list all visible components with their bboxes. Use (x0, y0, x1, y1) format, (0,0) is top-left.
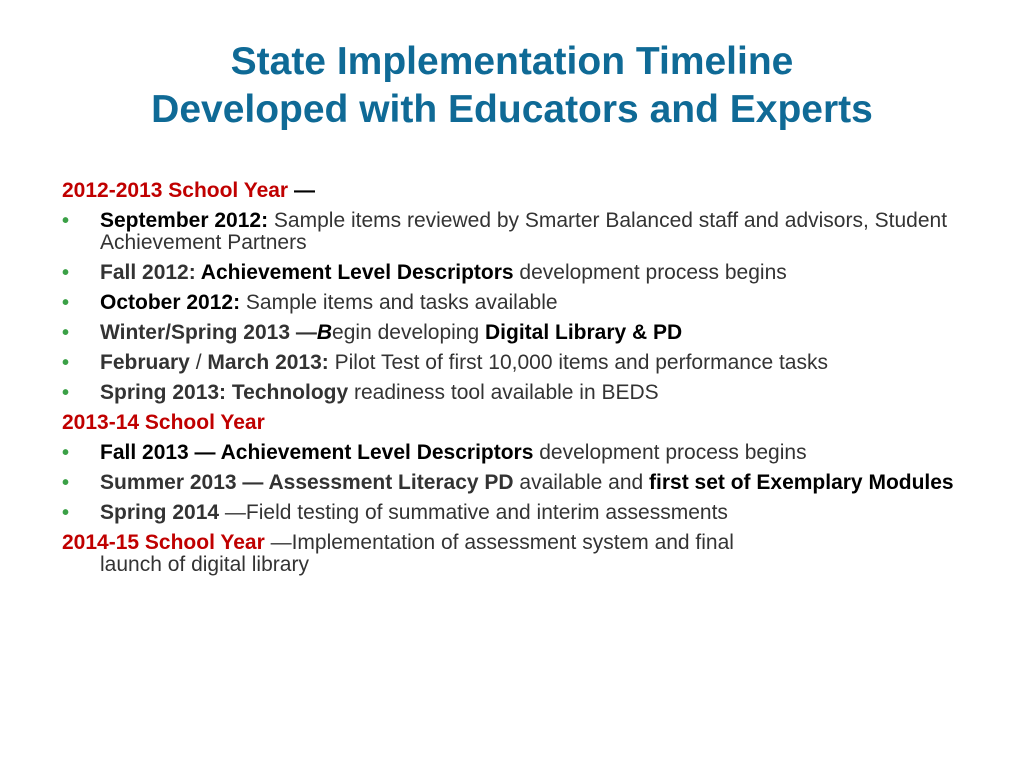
item-date: Winter/Spring 2013 — (100, 321, 317, 344)
bullet-icon: • (62, 472, 70, 494)
section-heading-2014-15 (62, 532, 962, 576)
item-date: September 2012: (100, 209, 269, 232)
bullet-icon: • (62, 352, 70, 374)
item-date-2: March 2013: (207, 351, 329, 374)
item-separator: / (189, 351, 208, 374)
bullet-icon: • (62, 262, 70, 284)
item-text: development process begins (533, 441, 807, 464)
bullet-icon: • (62, 292, 70, 314)
list-item (62, 322, 962, 344)
item-date: Spring 2014 (100, 501, 220, 524)
item-text: Sample items reviewed by Smarter Balanced staff and advisors, Student Achievement Partners (100, 209, 948, 254)
list-item (62, 442, 962, 464)
item-date: Spring 2013: Technology (100, 381, 349, 404)
title-line-2: Developed with Educators and Experts (151, 88, 873, 131)
item-text: Pilot Test of first 10,000 items and performance tasks (328, 351, 828, 374)
section-tail-text-2: launch of digital library (100, 553, 309, 576)
title-line-1: State Implementation Timeline (230, 40, 794, 83)
item-emphasis: first set of Exemplary Modules (649, 471, 954, 494)
section-heading-text: 2013-14 School Year (62, 411, 265, 434)
heading-dash: — (288, 179, 315, 202)
item-text: readiness tool available in BEDS (348, 381, 659, 404)
list-item (62, 502, 962, 524)
item-text: available and (513, 471, 650, 494)
list-item (62, 262, 962, 284)
item-date: Fall 2012: (100, 261, 196, 284)
item-date: October 2012: (100, 291, 241, 314)
list-item (62, 352, 962, 374)
item-text: egin developing (332, 321, 486, 344)
item-date: February (100, 351, 190, 374)
list-item (62, 292, 962, 314)
section-tail-text: —Implementation of assessment system and final (264, 531, 734, 554)
item-date: Summer 2013 — Assessment Literacy PD (100, 471, 514, 494)
bullet-icon: • (62, 382, 70, 404)
item-emphasis: Digital Library & PD (485, 321, 683, 344)
bullet-icon: • (62, 210, 70, 232)
item-emphasis: Achievement Level Descriptors (195, 261, 514, 284)
list-item (62, 382, 962, 404)
bullet-icon: • (62, 502, 70, 524)
item-text: Sample items and tasks available (240, 291, 558, 314)
section-heading-text: 2014-15 School Year (62, 531, 265, 554)
item-text: development process begins (513, 261, 787, 284)
bullet-icon: • (62, 322, 70, 344)
section-heading-2012-2013 (62, 180, 962, 202)
list-item (62, 210, 962, 254)
item-italic: B (316, 321, 333, 344)
item-date: Fall 2013 — Achievement Level Descriptors (100, 441, 534, 464)
slide-content (62, 180, 962, 584)
section-heading-text: 2012-2013 School Year (62, 179, 289, 202)
section-heading-2013-14 (62, 412, 962, 434)
bullet-icon: • (62, 442, 70, 464)
list-item (62, 472, 962, 494)
item-text: —Field testing of summative and interim assessments (219, 501, 728, 524)
slide-title (0, 38, 1024, 134)
